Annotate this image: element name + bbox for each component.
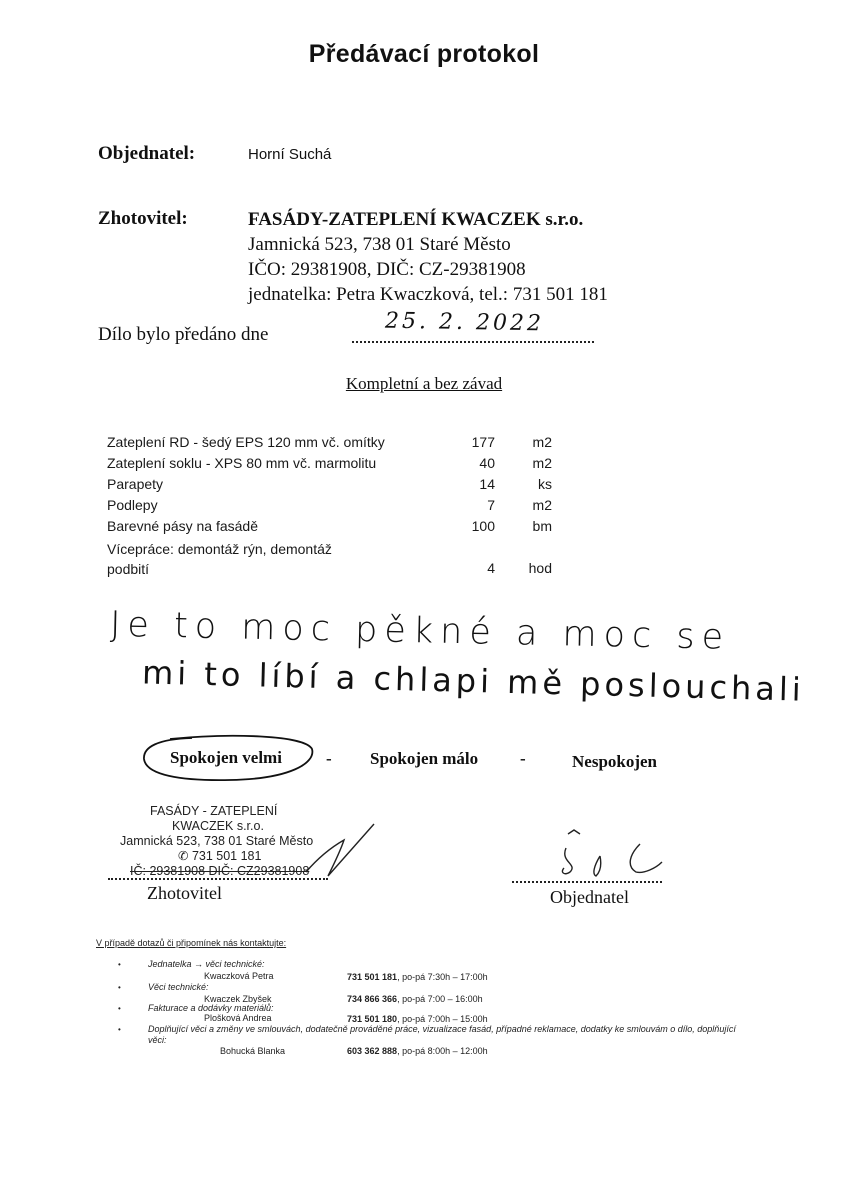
stamp-line-4: ✆ 731 501 181 (178, 849, 262, 863)
contact-phone: 603 362 888 (347, 1046, 398, 1056)
contact-name: Bohucká Blanka (220, 1046, 286, 1056)
handover-label: Dílo bylo předáno dne (98, 324, 269, 345)
item-name: Parapety (107, 476, 164, 492)
item-qty: 7 (487, 497, 495, 513)
contact-phone-line (347, 994, 483, 1004)
bullet-icon: • (118, 1004, 121, 1013)
contact-phone: 731 501 181 (347, 972, 398, 982)
customer-caption: Objednatel (550, 887, 629, 907)
contractor-caption: Zhotovitel (147, 883, 222, 903)
handwritten-line-1: Je to moc pěkné a moc se (109, 604, 731, 658)
contractor-signature-line (108, 876, 328, 880)
contact-hours: , po-pá 7:00 – 16:00h (397, 994, 483, 1004)
contractor-label: Zhotovitel: (98, 208, 188, 229)
contact-name: Kwaczek Zbyšek (204, 994, 272, 1004)
contact-role-text: Věci technické: (148, 982, 209, 992)
contractor-ids: IČO: 29381908, DIČ: CZ-29381908 (248, 259, 526, 280)
bullet-icon: • (118, 960, 121, 969)
handwritten-comment (109, 604, 806, 709)
item-unit: bm (532, 518, 552, 534)
contact-name: Plošková Andrea (204, 1013, 272, 1023)
item-name: Barevné pásy na fasádě (107, 518, 258, 534)
contact-role (148, 959, 265, 969)
bullet-icon: • (118, 1025, 121, 1034)
status-text: Kompletní a bez závad (345, 374, 503, 393)
contact-role (148, 982, 209, 992)
contact-phone-line (347, 1046, 488, 1056)
contacts-heading: V případě dotazů či připomínek nás kontaktujte: (96, 938, 287, 948)
contractor-company: FASÁDY-ZATEPLENÍ KWACZEK s.r.o. (248, 209, 584, 230)
contractor-signature-icon (300, 818, 380, 880)
satisfaction-option-none: Nespokojen (572, 752, 658, 771)
item-unit: m2 (532, 434, 552, 450)
status-line (0, 374, 848, 394)
page-title: Předávací protokol (308, 40, 540, 68)
separator: - (520, 749, 526, 768)
company-stamp (120, 804, 313, 879)
item-unit: m2 (532, 497, 552, 513)
contact-role (148, 1003, 274, 1013)
contact-name: Kwaczková Petra (204, 971, 274, 981)
contact-hours: , po-pá 7:30h – 17:00h (397, 972, 488, 982)
item-name: Podlepy (107, 497, 158, 513)
contractor-address: Jamnická 523, 738 01 Staré Město (248, 234, 511, 255)
stamp-line-5: IČ: 29381908 DIČ: CZ29381908 (130, 864, 310, 878)
item-unit: hod (528, 560, 552, 576)
contact-role-text: Jednatelka → věci technické: (148, 959, 265, 969)
item-qty: 14 (479, 476, 495, 492)
contact-hours: , po-pá 8:00h – 12:00h (397, 1046, 488, 1056)
item-name: Zateplení RD - šedý EPS 120 mm vč. omítky (107, 434, 385, 450)
contact-hours: , po-pá 7:00h – 15:00h (397, 1014, 488, 1024)
separator: - (326, 749, 332, 768)
stamp-line-3: Jamnická 523, 738 01 Staré Město (120, 834, 314, 848)
satisfaction-option-very: Spokojen velmi (170, 748, 282, 767)
customer-label: Objednatel: (98, 143, 196, 164)
handover-date: 25. 2. 2022 (384, 308, 545, 337)
item-qty: 177 (471, 434, 495, 450)
satisfaction-option-little: Spokojen málo (370, 749, 479, 768)
contact-phone-line (347, 1014, 488, 1024)
handwritten-line-2: mi to líbí a chlapi mě poslouchali (141, 653, 806, 709)
contact-role (148, 1024, 748, 1046)
item-unit: m2 (532, 455, 552, 471)
customer-signature-icon (556, 828, 666, 880)
contact-phone: 731 501 180 (347, 1014, 398, 1024)
stamp-line-1: FASÁDY - ZATEPLENÍ (150, 804, 278, 818)
customer-value: Horní Suchá (248, 146, 332, 163)
item-qty: 4 (487, 560, 495, 576)
contractor-block (248, 207, 608, 307)
bullet-icon: • (118, 983, 121, 992)
item-unit: ks (538, 476, 552, 492)
contact-role-text: Fakturace a dodávky materiálů: (148, 1003, 274, 1013)
item-name: Zateplení soklu - XPS 80 mm vč. marmolitu (107, 455, 377, 471)
contact-phone-line (347, 972, 488, 982)
stamp-line-2: KWACZEK s.r.o. (172, 819, 264, 833)
item-name: Vícepráce: demontáž rýn, demontáž podbití (107, 541, 332, 577)
contact-phone: 734 866 366 (347, 994, 398, 1004)
item-qty: 40 (479, 455, 495, 471)
contact-role-text: Doplňující věci a změny ve smlouvách, dodatečně prováděné práce, vizualizace fasád, případné reklamace, dodatky ke smlouvám o dílo, doplňující věci: (148, 1024, 736, 1045)
contractor-contact: jednatelka: Petra Kwaczková, tel.: 731 501 181 (248, 284, 608, 305)
item-qty: 100 (471, 518, 495, 534)
